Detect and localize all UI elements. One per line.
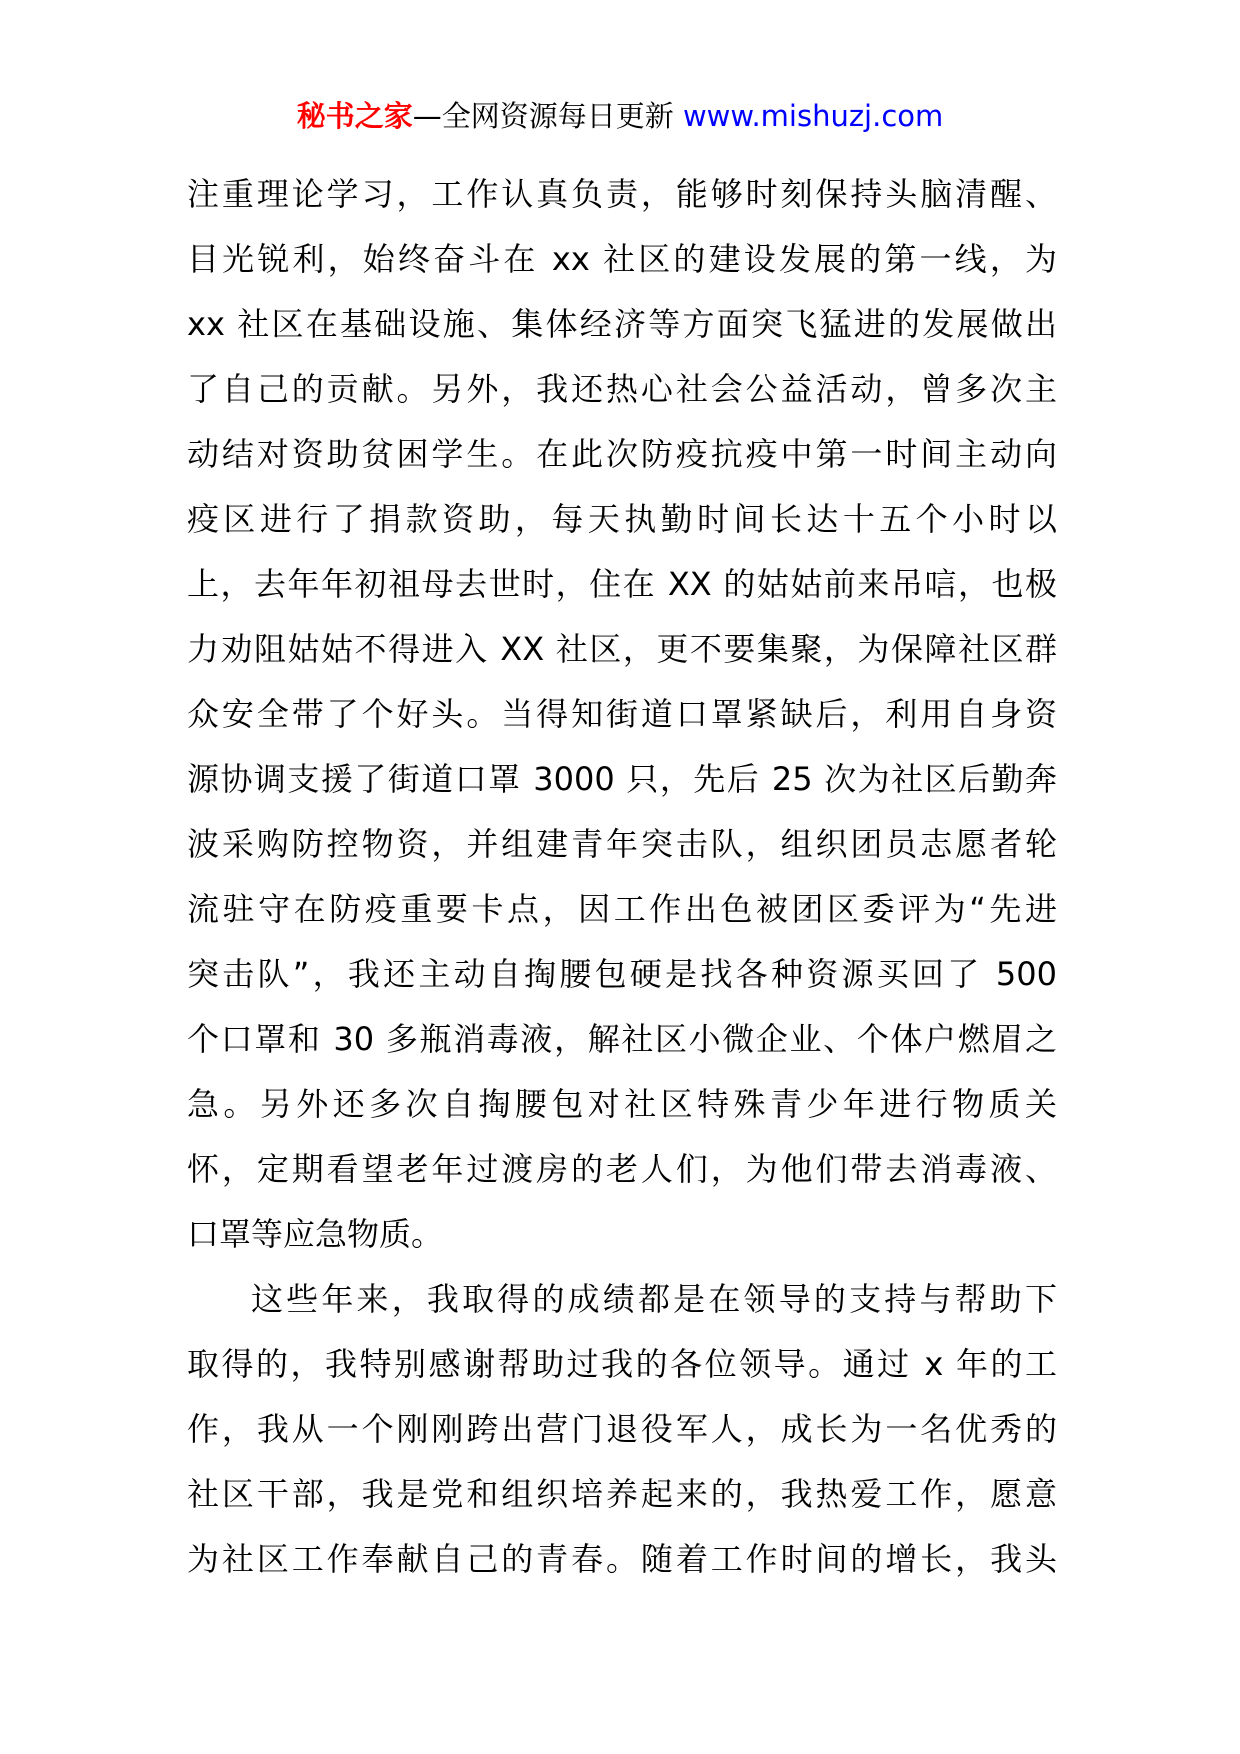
text-line: 注重理论学习，工作认真负责，能够时刻保持头脑清醒、 xyxy=(187,175,1057,213)
header-brand: 秘书之家 xyxy=(296,99,413,133)
text-line: 波采购防控物资，并组建青年突击队，组织团员志愿者轮 xyxy=(187,825,1057,863)
text-line: 这些年来，我取得的成绩都是在领导的支持与帮助下 xyxy=(251,1280,1057,1318)
document-body xyxy=(187,162,1057,1592)
text-line: 怀，定期看望老年过渡房的老人们，为他们带去消毒液、 xyxy=(187,1150,1057,1188)
text-line: 源协调支援了街道口罩 3000 只，先后 25 次为社区后勤奔 xyxy=(187,760,1057,798)
text-line: 动结对资助贫困学生。在此次防疫抗疫中第一时间主动向 xyxy=(187,435,1057,473)
text-line: 社区干部，我是党和组织培养起来的，我热爱工作，愿意 xyxy=(187,1475,1057,1513)
text-line: 突击队”，我还主动自掏腰包硬是找各种资源买回了 500 xyxy=(187,955,1057,993)
text-line: 作，我从一个刚刚跨出营门退役军人，成长为一名优秀的 xyxy=(187,1410,1057,1448)
page-header xyxy=(0,96,1240,136)
text-line: 力劝阻姑姑不得进入 XX 社区，更不要集聚，为保障社区群 xyxy=(187,630,1057,668)
header-tagline: —全网资源每日更新 xyxy=(412,99,683,133)
text-line: 流驻守在防疫重要卡点，因工作出色被团区委评为“先进 xyxy=(187,890,1057,928)
text-line: 众安全带了个好头。当得知街道口罩紧缺后，利用自身资 xyxy=(187,695,1057,733)
text-line: 了自己的贡献。另外，我还热心社会公益活动，曾多次主 xyxy=(187,370,1057,408)
text-line: 上，去年年初祖母去世时，住在 XX 的姑姑前来吊唁，也极 xyxy=(187,565,1057,603)
text-line: 疫区进行了捐款资助，每天执勤时间长达十五个小时以 xyxy=(187,500,1057,538)
text-line: 口罩等应急物质。 xyxy=(187,1215,444,1253)
text-line: 目光锐利，始终奋斗在 xx 社区的建设发展的第一线，为 xyxy=(187,240,1057,278)
header-url[interactable]: www.mishuzj.com xyxy=(682,99,944,133)
text-line: xx 社区在基础设施、集体经济等方面突飞猛进的发展做出 xyxy=(187,305,1057,343)
text-line: 急。另外还多次自掏腰包对社区特殊青少年进行物质关 xyxy=(187,1085,1057,1123)
text-line: 为社区工作奉献自己的青春。随着工作时间的增长，我头 xyxy=(187,1540,1057,1578)
text-line: 取得的，我特别感谢帮助过我的各位领导。通过 x 年的工 xyxy=(187,1345,1057,1383)
text-line: 个口罩和 30 多瓶消毒液，解社区小微企业、个体户燃眉之 xyxy=(187,1020,1057,1058)
